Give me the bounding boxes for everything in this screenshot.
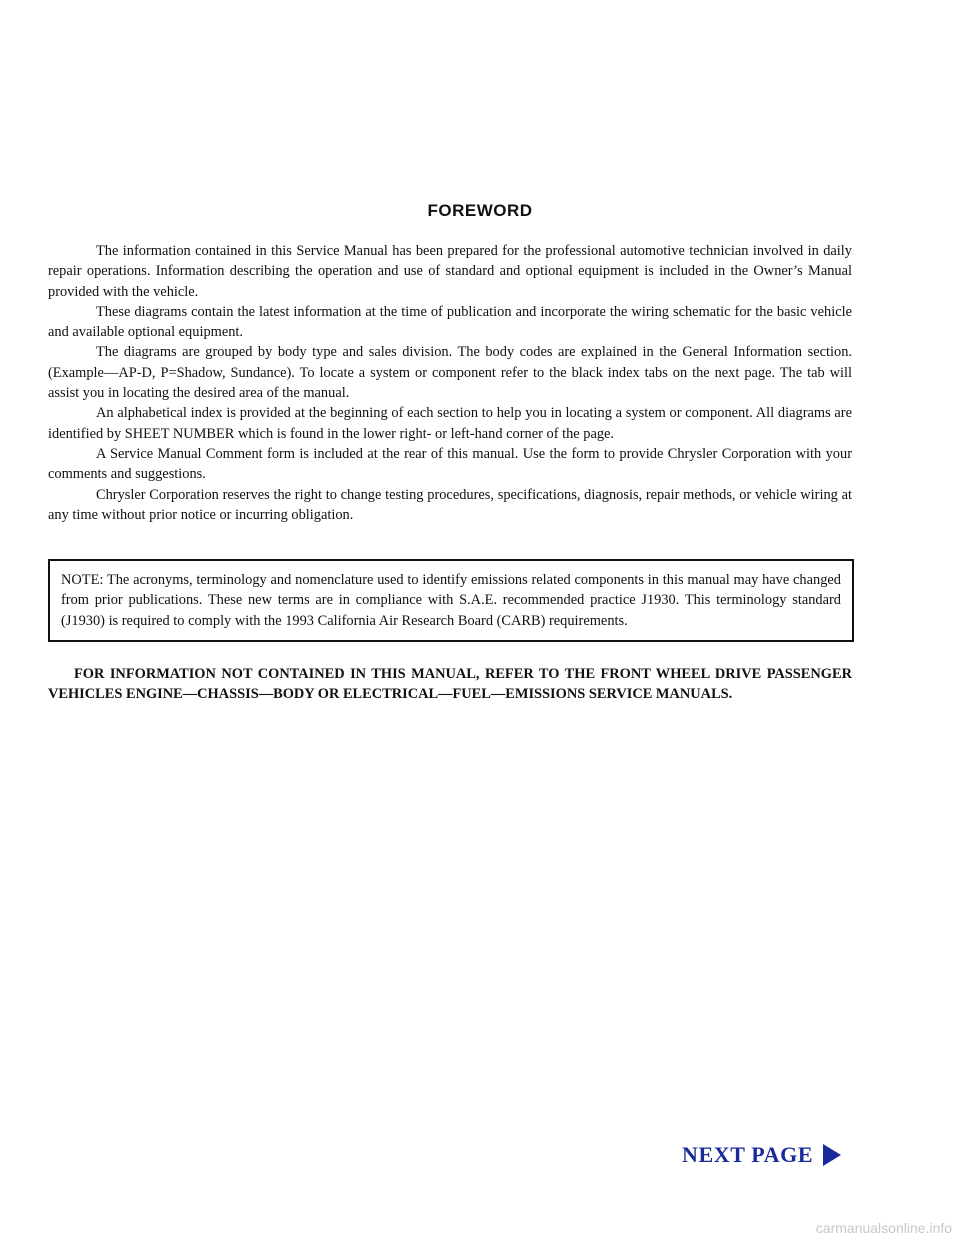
paragraph-grouping: The diagrams are grouped by body type and sales division. The body codes are explained in the General Information section. (Example—AP-D, P=Shadow, Sundance). To locate a system or component refer to the black index tabs on the next page. The tab will assist you in locating the desired area of the manual. [48,344,852,402]
paragraph-intro: The information contained in this Service Manual has been prepared for the professional automotive technician involved in daily repair operations. Information describing the operation and use of standard and optional equipment is included in the Owner’s Manual provided with the vehicle. [48,243,852,300]
page-title: FOREWORD [427,201,533,220]
note-box [48,559,854,642]
final-statement: FOR INFORMATION NOT CONTAINED IN THIS MANUAL, REFER TO THE FRONT WHEEL DRIVE PASSENGER VEHICLES ENGINE—CHASSIS—BODY OR ELECTRICAL—FUEL—EMISSIONS SERVICE MANUALS. [48,666,852,703]
paragraph-reserves-right: Chrysler Corporation reserves the right to change testing procedures, specifications, diagnosis, repair methods, or vehicle wiring at any time without prior notice or incurring obligation. [48,486,852,523]
next-page-label: NEXT PAGE [682,1142,814,1167]
triangle-right-icon [823,1144,841,1166]
foreword-body [48,241,852,525]
paragraph-comment-form: A Service Manual Comment form is included at the rear of this manual. Use the form to provide Chrysler Corporation with your comments and suggestions. [48,445,852,483]
note-text: NOTE: The acronyms, terminology and nomenclature used to identify emissions related components in this manual may have changed from prior publications. These new terms are in compliance with S.A.E. recommended practice J1930. This terminology standard (J1930) is required to comply with the 1993 California Air Research Board (CARB) requirements. [61,572,841,629]
paragraph-diagrams: These diagrams contain the latest information at the time of publication and incorporate the wiring schematic for the basic vehicle and available optional equipment. [48,303,852,341]
next-page-link[interactable] [682,1142,841,1168]
paragraph-index: An alphabetical index is provided at the beginning of each section to help you in locating a system or component. All diagrams are identified by SHEET NUMBER which is found in the lower right- or left-hand corner of the page. [48,405,852,442]
watermark: carmanualsonline.info [815,1220,952,1236]
